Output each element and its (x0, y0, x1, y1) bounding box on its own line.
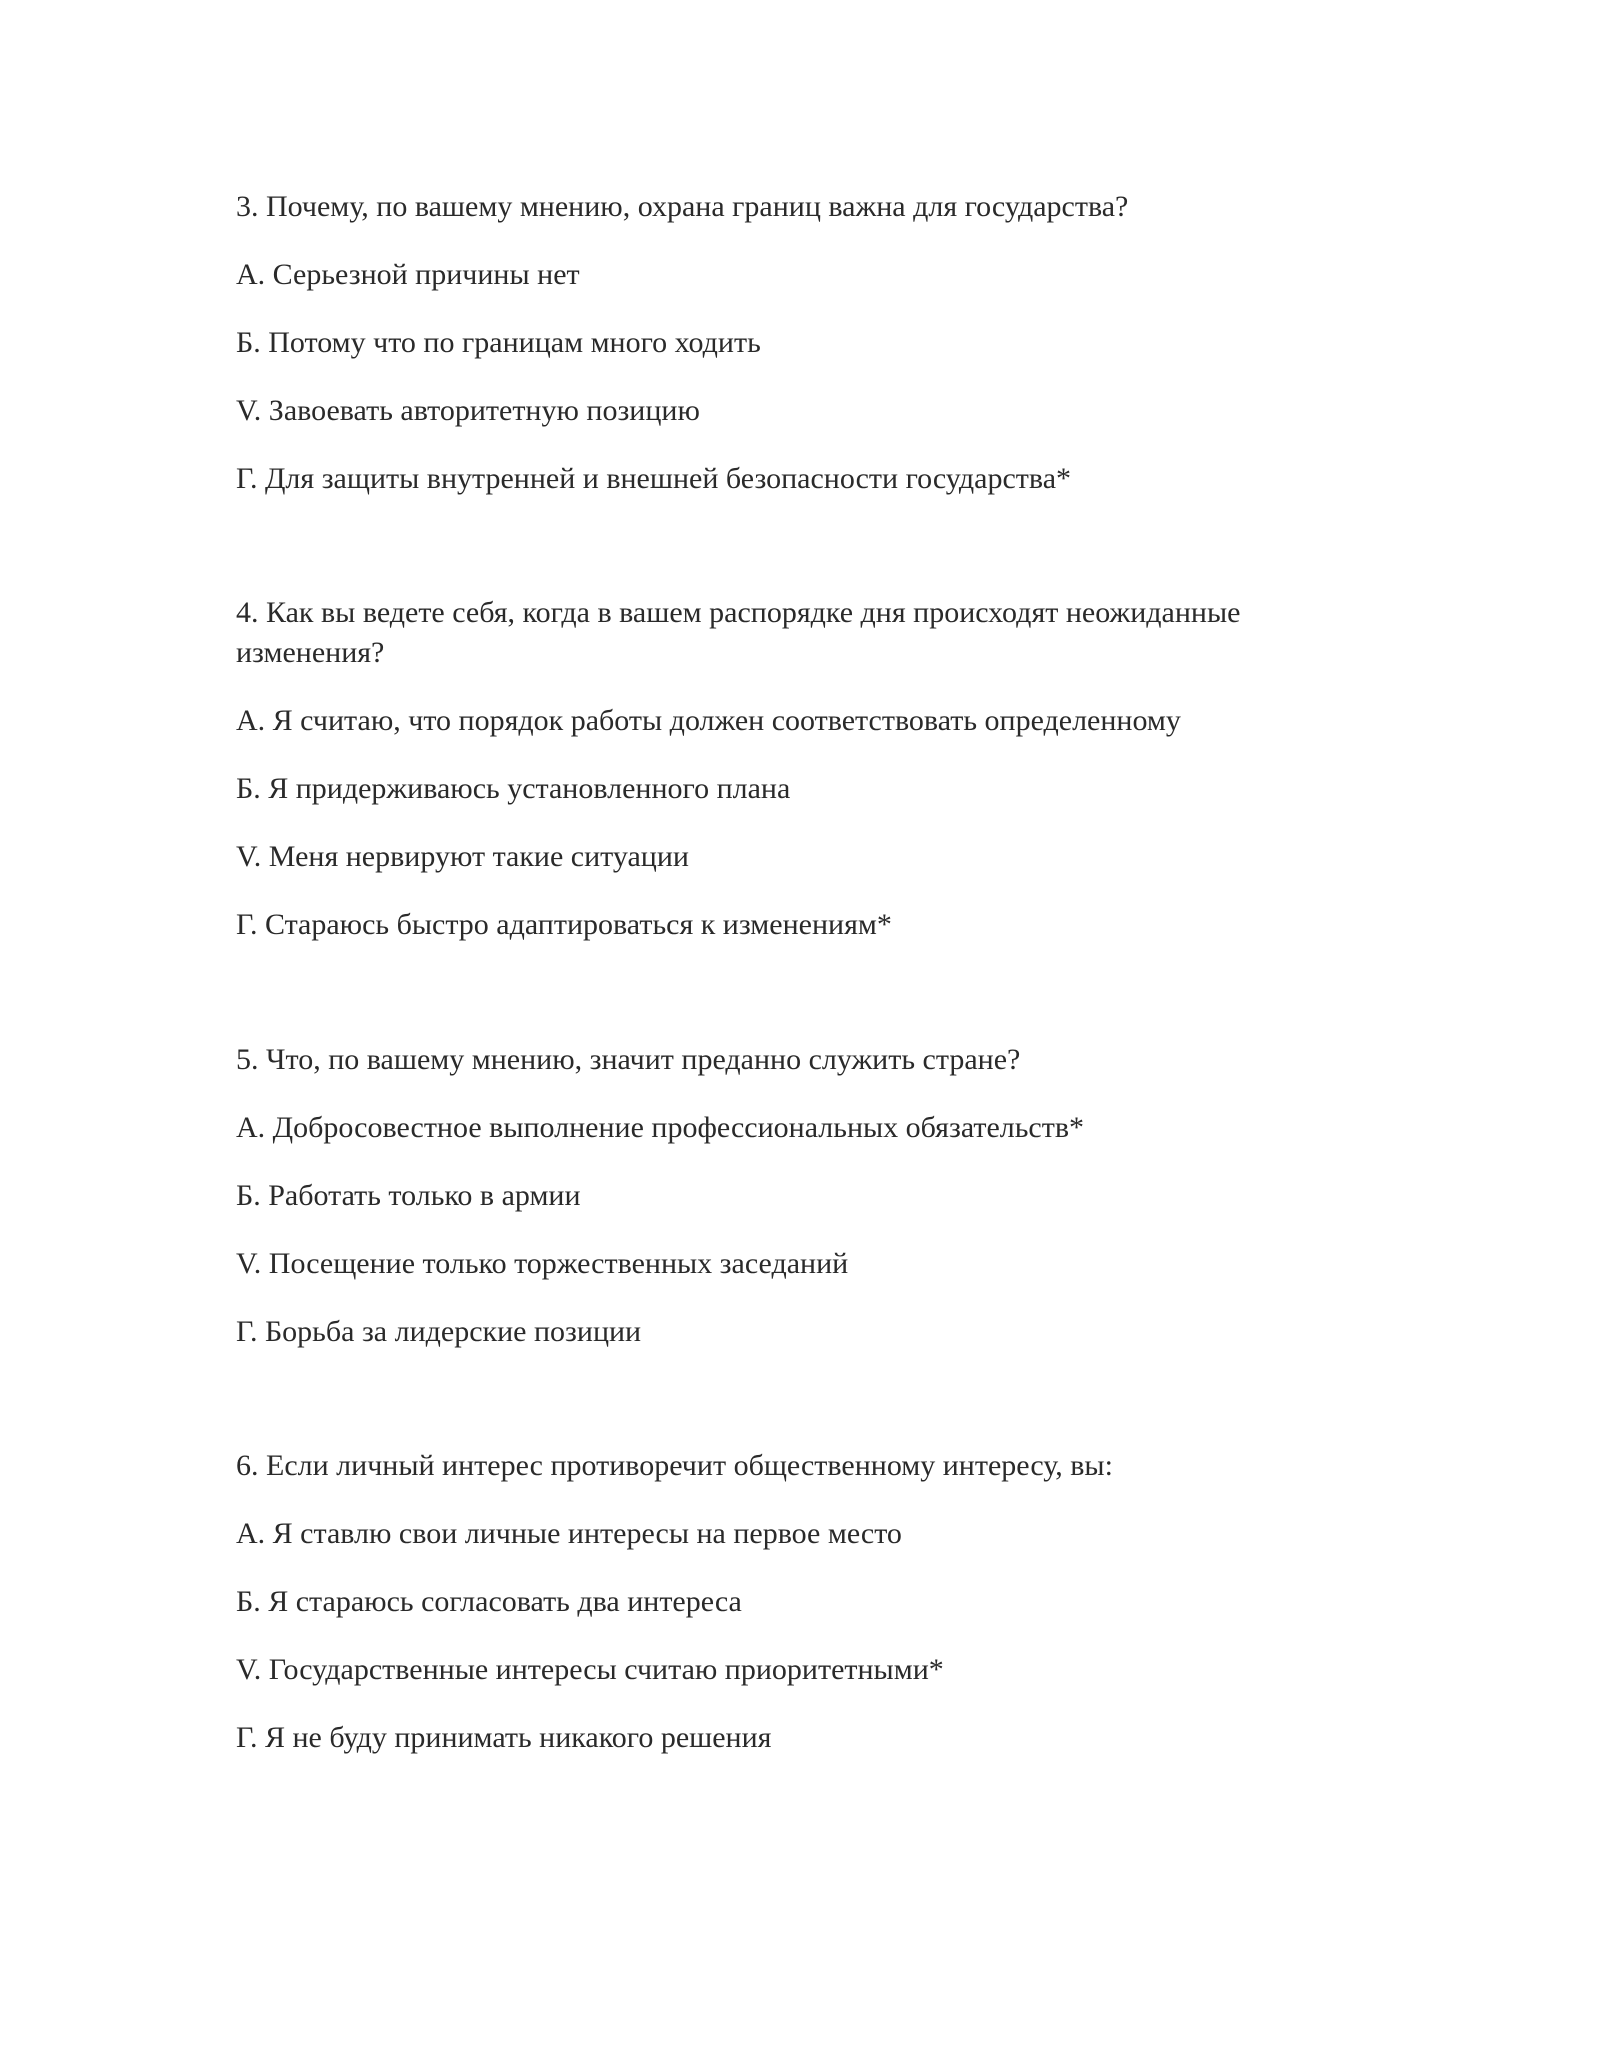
question-block (236, 1040, 1366, 1352)
answer-option: Г. Стараюсь быстро адаптироваться к изменениям* (236, 908, 892, 941)
answer-option: А. Добросовестное выполнение профессиональных обязательств* (236, 1111, 1085, 1144)
answer-option: Б. Потому что по границам много ходить (236, 326, 761, 359)
question-text: 3. Почему, по вашему мнению, охрана границ важна для государства? (236, 190, 1129, 223)
question-text: 6. Если личный интерес противоречит общественному интересу, вы: (236, 1449, 1113, 1482)
question-text: 4. Как вы ведете себя, когда в вашем распорядке дня происходят неожиданные изменения? (236, 596, 1241, 669)
answer-option: V. Государственные интересы считаю приоритетными* (236, 1653, 944, 1686)
answer-option: Г. Для защиты внутренней и внешней безопасности государства* (236, 462, 1072, 495)
answer-option: V. Посещение только торжественных заседаний (236, 1247, 849, 1280)
answer-option: Б. Я стараюсь согласовать два интереса (236, 1585, 742, 1618)
question-block (236, 593, 1366, 945)
question-block (236, 187, 1366, 499)
answer-option: А. Я считаю, что порядок работы должен соответствовать определенному (236, 704, 1181, 737)
answer-option: V. Завоевать авторитетную позицию (236, 394, 700, 427)
answer-option: Б. Работать только в армии (236, 1179, 581, 1212)
question-block (236, 1446, 1366, 1758)
answer-option: Г. Борьба за лидерские позиции (236, 1315, 642, 1348)
answer-option: А. Я ставлю свои личные интересы на первое место (236, 1517, 902, 1550)
question-text: 5. Что, по вашему мнению, значит преданно служить стране? (236, 1043, 1021, 1076)
answer-option: Б. Я придерживаюсь установленного плана (236, 772, 791, 805)
answer-option: V. Меня нервируют такие ситуации (236, 840, 689, 873)
answer-option: А. Серьезной причины нет (236, 258, 580, 291)
answer-option: Г. Я не буду принимать никакого решения (236, 1721, 772, 1754)
